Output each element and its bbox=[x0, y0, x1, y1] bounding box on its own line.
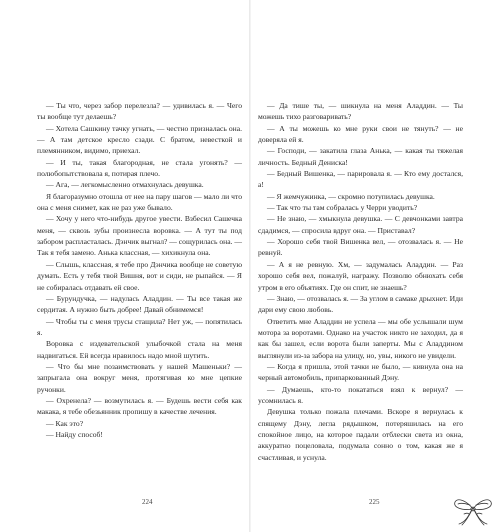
paragraph: — Чтобы ты с меня трусы стащила? Нет уж, — попятилась я. bbox=[37, 316, 242, 337]
paragraph: — Как это? bbox=[46, 418, 84, 428]
paragraph: — А ты можешь ко мне руки свои не тянуть? — не доверяла ей я. bbox=[258, 123, 463, 145]
paragraph: — Господи, — закатила глаза Анька, — какая ты тяжелая личность. Бедный Дениска! bbox=[258, 146, 463, 167]
paragraph: — Хорошо себя твой Вишенка вел, — отозвалась я. — Не ревнуй. bbox=[258, 237, 463, 258]
paragraph: — Хочу у него что-нибудь другое увести. Взбесил Сашечка меня, — сквозь зубы произнесла воровка. — А тут ты под забором распласталась. Дэнчик выгнал? — сощурилась она. — Так я тебя замено. Анька классная, — хихикнула она. bbox=[37, 214, 242, 258]
paragraph: — Так что ты там собралась у Черри уводить? bbox=[267, 203, 418, 213]
paragraph: Ответить мне Аладдин не успела — мы обе услышали шум мотора за воротами. Однако на участок никто не заходил, да я как бы зашел, если ворота были заперты. Мы с Аладдином выглянули из-за забора на улицу, но, увы, никого не увидели. bbox=[258, 316, 463, 360]
paragraph: — А я не ревную. Хм, — задумалась Аладдин. — Раз хорошо себя вел, пожалуй, награжу. Позволю обнюхать себя утром в его объятиях. Где он спит, не знаешь? bbox=[258, 259, 463, 292]
right-page bbox=[258, 100, 463, 463]
paragraph: — Что бы мне позаимствовать у нашей Машеньки? — запрыгала она вокруг меня, протягивая ко мне цепкие ручонки. bbox=[37, 361, 242, 394]
bow-ornament-icon bbox=[452, 494, 494, 528]
paragraph: Я благоразумно отошла от нее на пару шагов — мало ли что она с меня снимет, как не раз уже бывало. bbox=[37, 191, 242, 213]
paragraph: — Не знаю, — хмыкнула девушка. — С девчонками завтра сдадимся, — спросила вдруг она. — Приставал? bbox=[258, 214, 463, 235]
paragraph: Девушка только пожала плечами. Вскоре я вернулась к спящему Дэну, легла рядышком, потеряшилась на его спокойное лицо, на которое падали отблески света из окна, аккуратно поцеловала, подумала сонно о том, какая же я счастливая, и уснула. bbox=[258, 407, 463, 462]
paragraph: — Ага, — легкомысленно отмахнулась девушка. bbox=[46, 180, 204, 190]
paragraph: — И ты, такая благородная, не стала угонять? — полюбопытствовала я, потирая плечо. bbox=[37, 157, 242, 179]
paragraph: — Ты что, через забор перелезла? — удивилась я. — Чего ты вообще тут делаешь? bbox=[37, 101, 242, 122]
paragraph: Воровка с издевательской улыбочкой стала на меня надвигаться. Ей всегда нравилось надо мной шутить. bbox=[37, 339, 242, 360]
paragraph: — Слышь, классная, я тебе про Дэнчика вообще не советую думать. Есть у тебя твой Вишня, вот и сиди, не рыпайся. — Я не собиралась отдавать ей свое. bbox=[37, 259, 242, 292]
page-gutter bbox=[249, 0, 251, 532]
page-number-right: 225 bbox=[369, 498, 380, 506]
paragraph: — Охренела? — возмутилась я. — Будешь вести себя как макака, я тебе обезьянник пропишу в качестве лечения. bbox=[37, 395, 242, 417]
paragraph: — Я жемчужинка, — скромно потупилась девушка. bbox=[267, 191, 435, 201]
paragraph: — Да тише ты, — шикнула на меня Аладдин. — Ты можешь тихо разговаривать? bbox=[258, 101, 463, 122]
paragraph: — Хотела Сашкину тачку угнать, — честно призналась она. — А там детское кресло сзади. С братом, невесткой и племянником, видимо, приехал. bbox=[37, 123, 242, 156]
page-number-left: 224 bbox=[142, 498, 153, 506]
paragraph: — Бурундучка, — надулась Аладдин. — Ты все такая же сердитая. А нужно быть добрее! Давай обнимемся! bbox=[37, 293, 242, 315]
paragraph: — Думаешь, кто-то покататься взял к вернул? — усомнилась я. bbox=[258, 384, 463, 405]
left-page bbox=[37, 100, 242, 440]
paragraph: — Когда я пришла, этой тачки не было, — кивнула она на черный автомобиль, припаркованный Дэну. bbox=[258, 361, 463, 383]
paragraph: — Знаю, — отозвалась я. — За углом в самаке дрыхнет. Иди дари ему свою любовь. bbox=[258, 293, 463, 315]
paragraph: — Бедный Вишенка, — парировала я. — Кто ему достался, а! bbox=[258, 169, 463, 190]
paragraph: — Найду способ! bbox=[46, 429, 103, 439]
